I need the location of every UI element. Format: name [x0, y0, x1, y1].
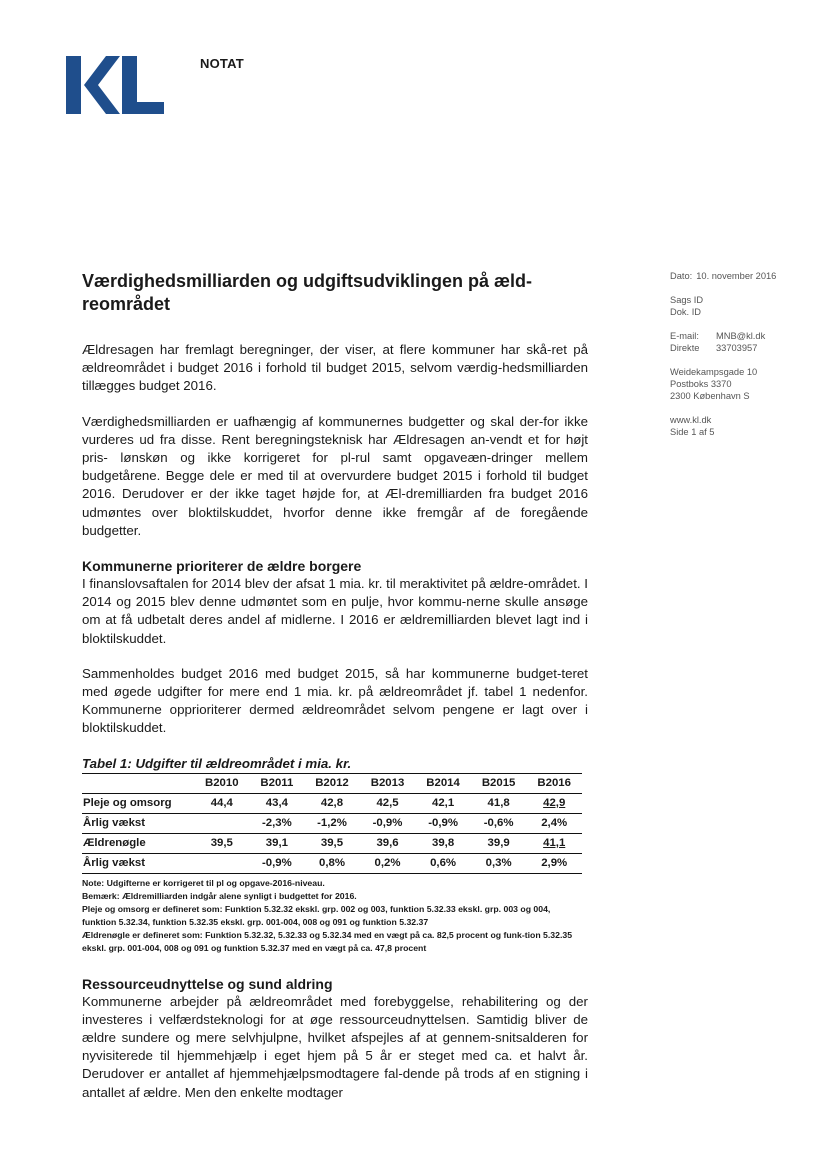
table-cell: 41,1: [526, 833, 582, 853]
table-cell: 39,9: [471, 833, 527, 853]
table-cell: 42,8: [304, 793, 360, 813]
doc-type-label: NOTAT: [200, 56, 244, 71]
table-header-cell: B2012: [304, 773, 360, 793]
date-row: [670, 270, 800, 282]
expenditure-table: [82, 773, 582, 874]
table-row: [82, 813, 582, 833]
table-header-cell: B2014: [415, 773, 471, 793]
table-cell: 41,8: [471, 793, 527, 813]
table-cell: [194, 813, 250, 833]
table-cell: -2,3%: [250, 813, 305, 833]
table-header-cell: B2011: [250, 773, 305, 793]
table-cell: -0,9%: [250, 853, 305, 873]
table-notes: [82, 877, 582, 955]
table-header-cell: [82, 773, 194, 793]
table-note: Bemærk: Ældremilliarden indgår alene synligt i budgettet for 2016.: [82, 890, 357, 901]
table-cell: 42,9: [526, 793, 582, 813]
table-row: [82, 793, 582, 813]
table-header-row: [82, 773, 582, 793]
table-header-cell: B2010: [194, 773, 250, 793]
table-cell: 0,3%: [471, 853, 527, 873]
website-link[interactable]: www.kl.dk: [670, 415, 712, 425]
table-cell: 0,2%: [360, 853, 416, 873]
table-header-cell: B2013: [360, 773, 416, 793]
phone-label: Direkte: [670, 343, 700, 353]
section-heading-resources: Ressourceudnyttelse og sund aldring: [82, 975, 333, 992]
paragraph-resource-use: Kommunerne arbejder på ældreområdet med forebyggelse, rehabilitering og der investeres i velfærdsteknologi for at øge ressourceudnyttelsen. Samtidig bliver de ældre sundere og mere selvhjulpne, hvilket afspejles af at gennem-snitsalderen for nyvisiterede til hjemmehjælp i eget hjem på 5 år er steget med ca. et halvt år. Derudover er antallet af hjemmehjælpsmodtagere fal-dende på trods af en stigning i antallet af ældre. Men den enkelte modtager: [82, 993, 588, 1100]
address-line: Weidekampsgade 10: [670, 367, 758, 377]
table-header-cell: B2015: [471, 773, 527, 793]
table-cell: 39,6: [360, 833, 416, 853]
table-cell: 44,4: [194, 793, 250, 813]
paragraph-budget-comparison: Sammenholdes budget 2016 med budget 2015, så har kommunerne budget-teret med øgede udgifter for mere end 1 mia. kr. på ældreområdet jf. tabel 1 nedenfor. Kommunerne opprioriterer dermed ældreområdet selvom pengene er lagt over i bloktilskuddet.: [82, 665, 588, 736]
table-cell: 42,1: [415, 793, 471, 813]
table-caption: Tabel 1: Udgifter til ældreområdet i mia. kr.: [82, 755, 352, 771]
table-cell: -0,9%: [415, 813, 471, 833]
paragraph-intro: Ældresagen har fremlagt beregninger, der viser, at flere kommuner har skå-ret på ældreområdet i budget 2016 i forhold til budget 2015, selvom værdig-hedsmilliarden tillægges budget 2016.: [82, 342, 588, 394]
table-cell: 42,5: [360, 793, 416, 813]
table-cell: -0,6%: [471, 813, 527, 833]
email-label: E-mail:: [670, 331, 699, 341]
table-cell: 43,4: [250, 793, 305, 813]
table-note: Ældrenøgle er defineret som: Funktion 5.32.32, 5.32.33 og 5.32.34 med en vægt på ca. 82,5 procent og funk-tion 5.32.35 ekskl. grp. 001-004, 008 og 091 og funktion 5.32.37 med en vægt på ca. 47,8 procent: [82, 929, 573, 953]
table-cell: -0,9%: [360, 813, 416, 833]
address-line: Postboks 3370: [670, 379, 732, 389]
table-cell: 2,9%: [526, 853, 582, 873]
address-line: 2300 København S: [670, 391, 750, 401]
table-cell: 2,4%: [526, 813, 582, 833]
table-note: Note: Udgifterne er korrigeret til pl og opgave-2016-niveau.: [82, 877, 325, 888]
table-row-label: Ældrenøgle: [82, 833, 194, 853]
table-cell: 39,8: [415, 833, 471, 853]
table-cell: -1,2%: [304, 813, 360, 833]
table-note: Pleje og omsorg er defineret som: Funktion 5.32.32 ekskl. grp. 002 og 003, funktion 5.32.33 ekskl. grp. 003 og 004, funktion 5.32.34, funktion 5.32.35 ekskl. grp. 001-004, 008 og 091 og funktion 5.32.37: [82, 903, 551, 927]
table-cell: 39,1: [250, 833, 305, 853]
table-row: [82, 853, 582, 873]
email-value[interactable]: MNB@kl.dk: [716, 331, 766, 341]
date-label: Dato:: [670, 271, 693, 281]
table-cell: 39,5: [194, 833, 250, 853]
phone-row: [670, 342, 800, 354]
kl-logo: [66, 56, 166, 116]
table-header-cell: B2016: [526, 773, 582, 793]
metadata-sidebar: [670, 270, 800, 438]
kl-logo-mark: [66, 56, 166, 116]
document-body: [82, 270, 588, 1119]
section-heading-priorities: Kommunerne prioriterer de ældre borgere: [82, 558, 362, 575]
document-title: Værdighedsmilliarden og udgiftsudviklingen på æld-reområdet: [82, 271, 533, 314]
table-cell: 0,8%: [304, 853, 360, 873]
table-row: [82, 833, 582, 853]
email-row: [670, 330, 800, 342]
sags-id-label: Sags ID: [670, 295, 704, 305]
phone-value: 33703957: [716, 343, 758, 353]
table-cell: [194, 853, 250, 873]
table-row-label: Årlig vækst: [82, 813, 194, 833]
table-cell: 39,5: [304, 833, 360, 853]
date-value: 10. november 2016: [696, 271, 777, 281]
paragraph-dignity-billion: Værdighedsmilliarden er uafhængig af kommunernes budgetter og skal der-for ikke vurderes ud fra disse. Rent beregningsteknisk har Ældresagen an-vendt et for højt pris- lønskøn og ikke korrigeret for pl-rul samt opgaveæn-dringer mellem budgetårene. Begge dele er med til at overvurdere budget 2015 i forhold til budget 2016. Derudover er der ikke taget højde for, at Æl-dremilliarden fra budget 2016 udmøntes over bloktilskuddet, hvorfor denne ikke fremgår af de foregående budgetter.: [82, 413, 588, 538]
table-row-label: Årlig vækst: [82, 853, 194, 873]
table-row-label: Pleje og omsorg: [82, 793, 194, 813]
page-number: Side 1 af 5: [670, 427, 715, 437]
dok-id-label: Dok. ID: [670, 307, 701, 317]
paragraph-finance-agreement: I finanslovsaftalen for 2014 blev der afsat 1 mia. kr. til meraktivitet på ældre-området. I 2014 og 2015 blev denne udmøntet som en pulje, hvor kommu-nerne skulle ansøge om at få udbetalt deres andel af midlerne. I 2016 er ældremilliarden blevet lagt ind i bloktilskuddet.: [82, 576, 588, 646]
table-cell: 0,6%: [415, 853, 471, 873]
